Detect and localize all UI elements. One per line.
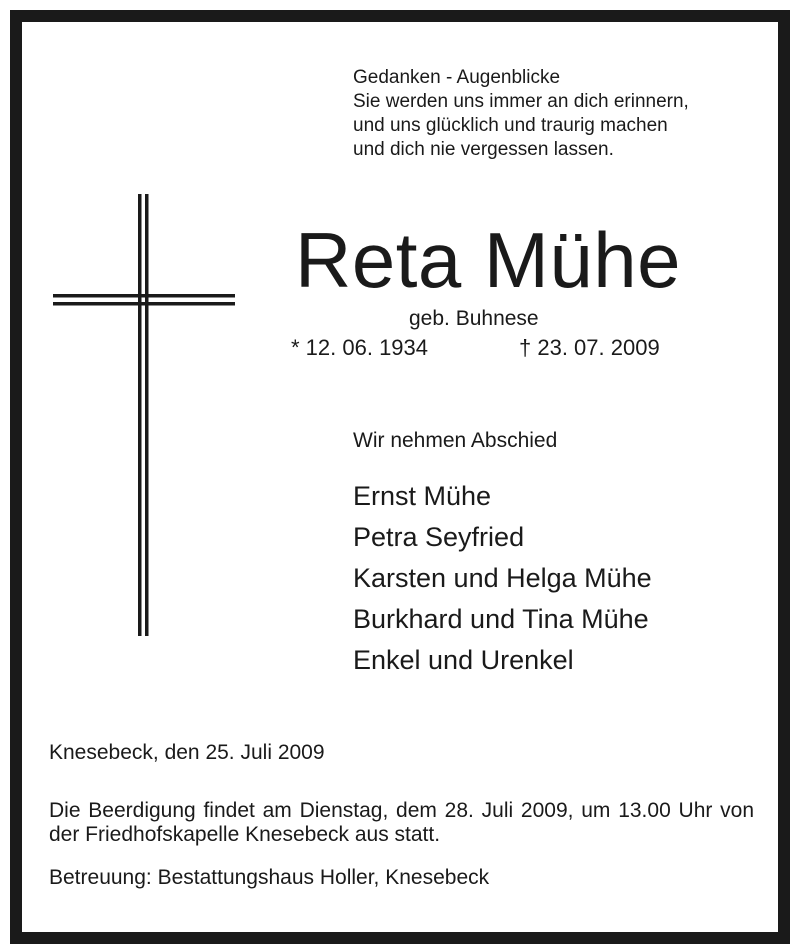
mourner-name: Karsten und Helga Mühe [353, 563, 652, 593]
mourner-name: Petra Seyfried [353, 522, 525, 552]
poem-line: und uns glücklich und traurig machen [353, 115, 668, 136]
poem-line: Sie werden uns immer an dich erinnern, [353, 91, 689, 112]
cross-icon [53, 194, 235, 636]
funeral-notice: Die Beerdigung findet am Dienstag, dem 28. Juli 2009, um 13.00 Uhr von der Friedhofskapelle Knesebeck aus statt. [49, 799, 754, 846]
death-date: † 23. 07. 2009 [519, 335, 660, 360]
birth-date: * 12. 06. 1934 [291, 335, 429, 360]
funeral-home: Betreuung: Bestattungshaus Holler, Knesebeck [49, 866, 490, 889]
deceased-name: Reta Mühe [295, 216, 682, 304]
maiden-name: geb. Buhnese [409, 307, 539, 330]
mourners-list [353, 476, 652, 681]
mourner-name: Ernst Mühe [353, 481, 492, 511]
mourner-name: Burkhard und Tina Mühe [353, 604, 649, 634]
obituary-notice [10, 10, 790, 944]
poem-heading: Gedanken - Augenblicke [353, 67, 561, 88]
place-and-date: Knesebeck, den 25. Juli 2009 [49, 741, 325, 764]
poem-line: und dich nie vergessen lassen. [353, 139, 614, 160]
poem-block [353, 66, 689, 162]
farewell-text: Wir nehmen Abschied [353, 429, 558, 452]
mourner-name: Enkel und Urenkel [353, 645, 574, 675]
